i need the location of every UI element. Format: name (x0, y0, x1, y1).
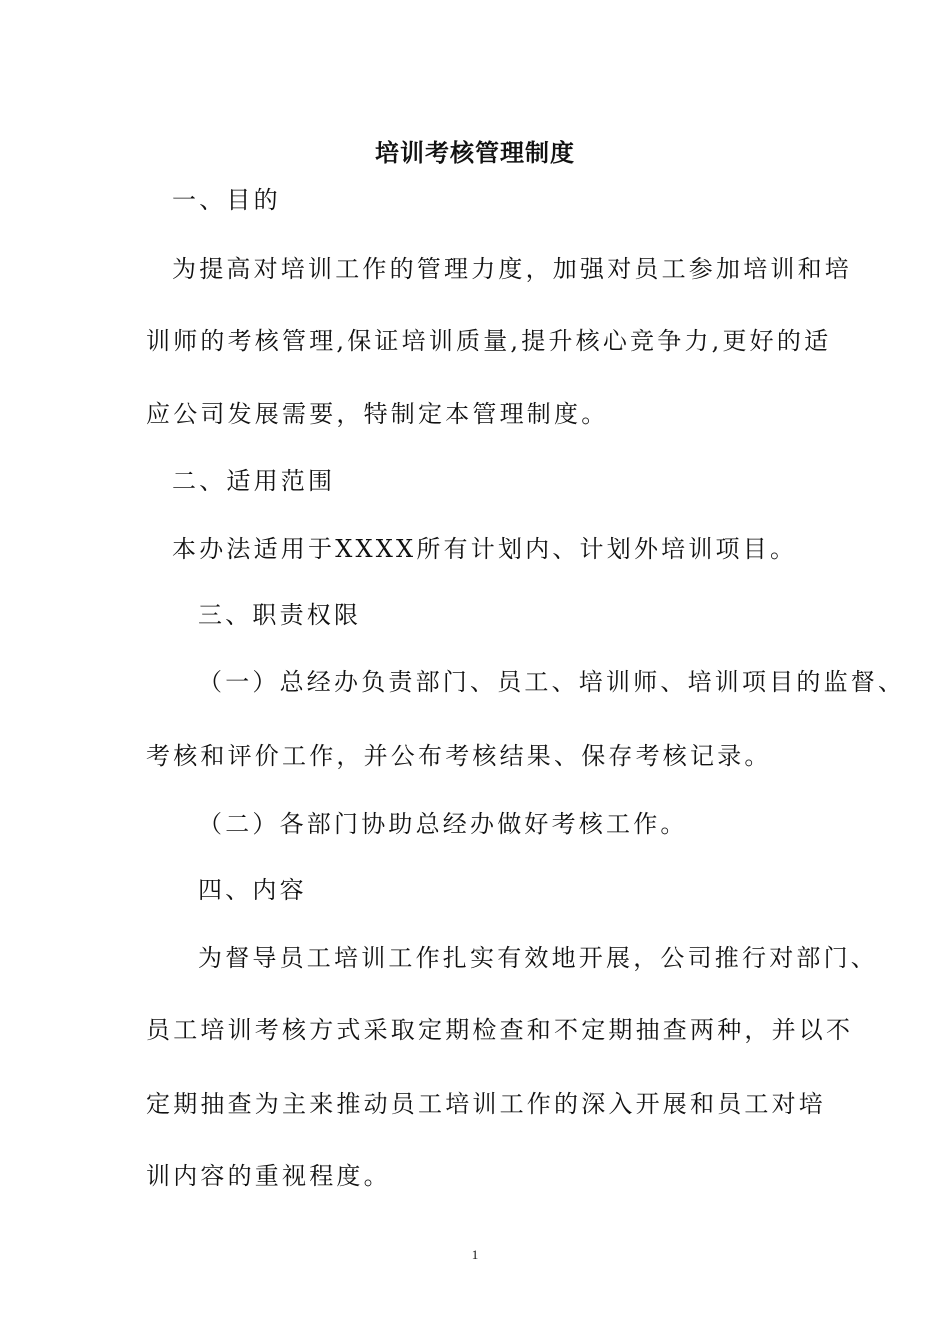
paragraph-line: 为督导员工培训工作扎实有效地开展，公司推行对部门、 (198, 944, 878, 972)
paragraph-line: 应公司发展需要，特制定本管理制度。 (146, 400, 609, 428)
paragraph-line: 本办法适用于XXXX所有计划内、计划外培训项目。 (172, 535, 798, 563)
page-number: 1 (471, 1247, 479, 1262)
paragraph-line: 为提高对培训工作的管理力度，加强对员工参加培训和培 (172, 255, 852, 283)
section-heading-content: 四、内容 (198, 876, 307, 904)
paragraph-line: 训师的考核管理,保证培训质量,提升核心竞争力,更好的适 (146, 327, 832, 355)
section-heading-responsibilities: 三、职责权限 (198, 601, 362, 629)
paragraph-line: 定期抽查为主来推动员工培训工作的深入开展和员工对培 (146, 1090, 826, 1118)
paragraph-line: （二）各部门协助总经办做好考核工作。 (198, 810, 688, 838)
section-heading-purpose: 一、目的 (172, 186, 281, 214)
document-title: 培训考核管理制度 (375, 139, 575, 167)
paragraph-line: 员工培训考核方式采取定期检查和不定期抽查两种，并以不 (146, 1016, 854, 1044)
paragraph-line: （一）总经办负责部门、员工、培训师、培训项目的监督、 (198, 668, 906, 696)
section-heading-scope: 二、适用范围 (172, 467, 336, 495)
paragraph-line: 训内容的重视程度。 (146, 1162, 391, 1190)
paragraph-line: 考核和评价工作，并公布考核结果、保存考核记录。 (146, 742, 772, 770)
